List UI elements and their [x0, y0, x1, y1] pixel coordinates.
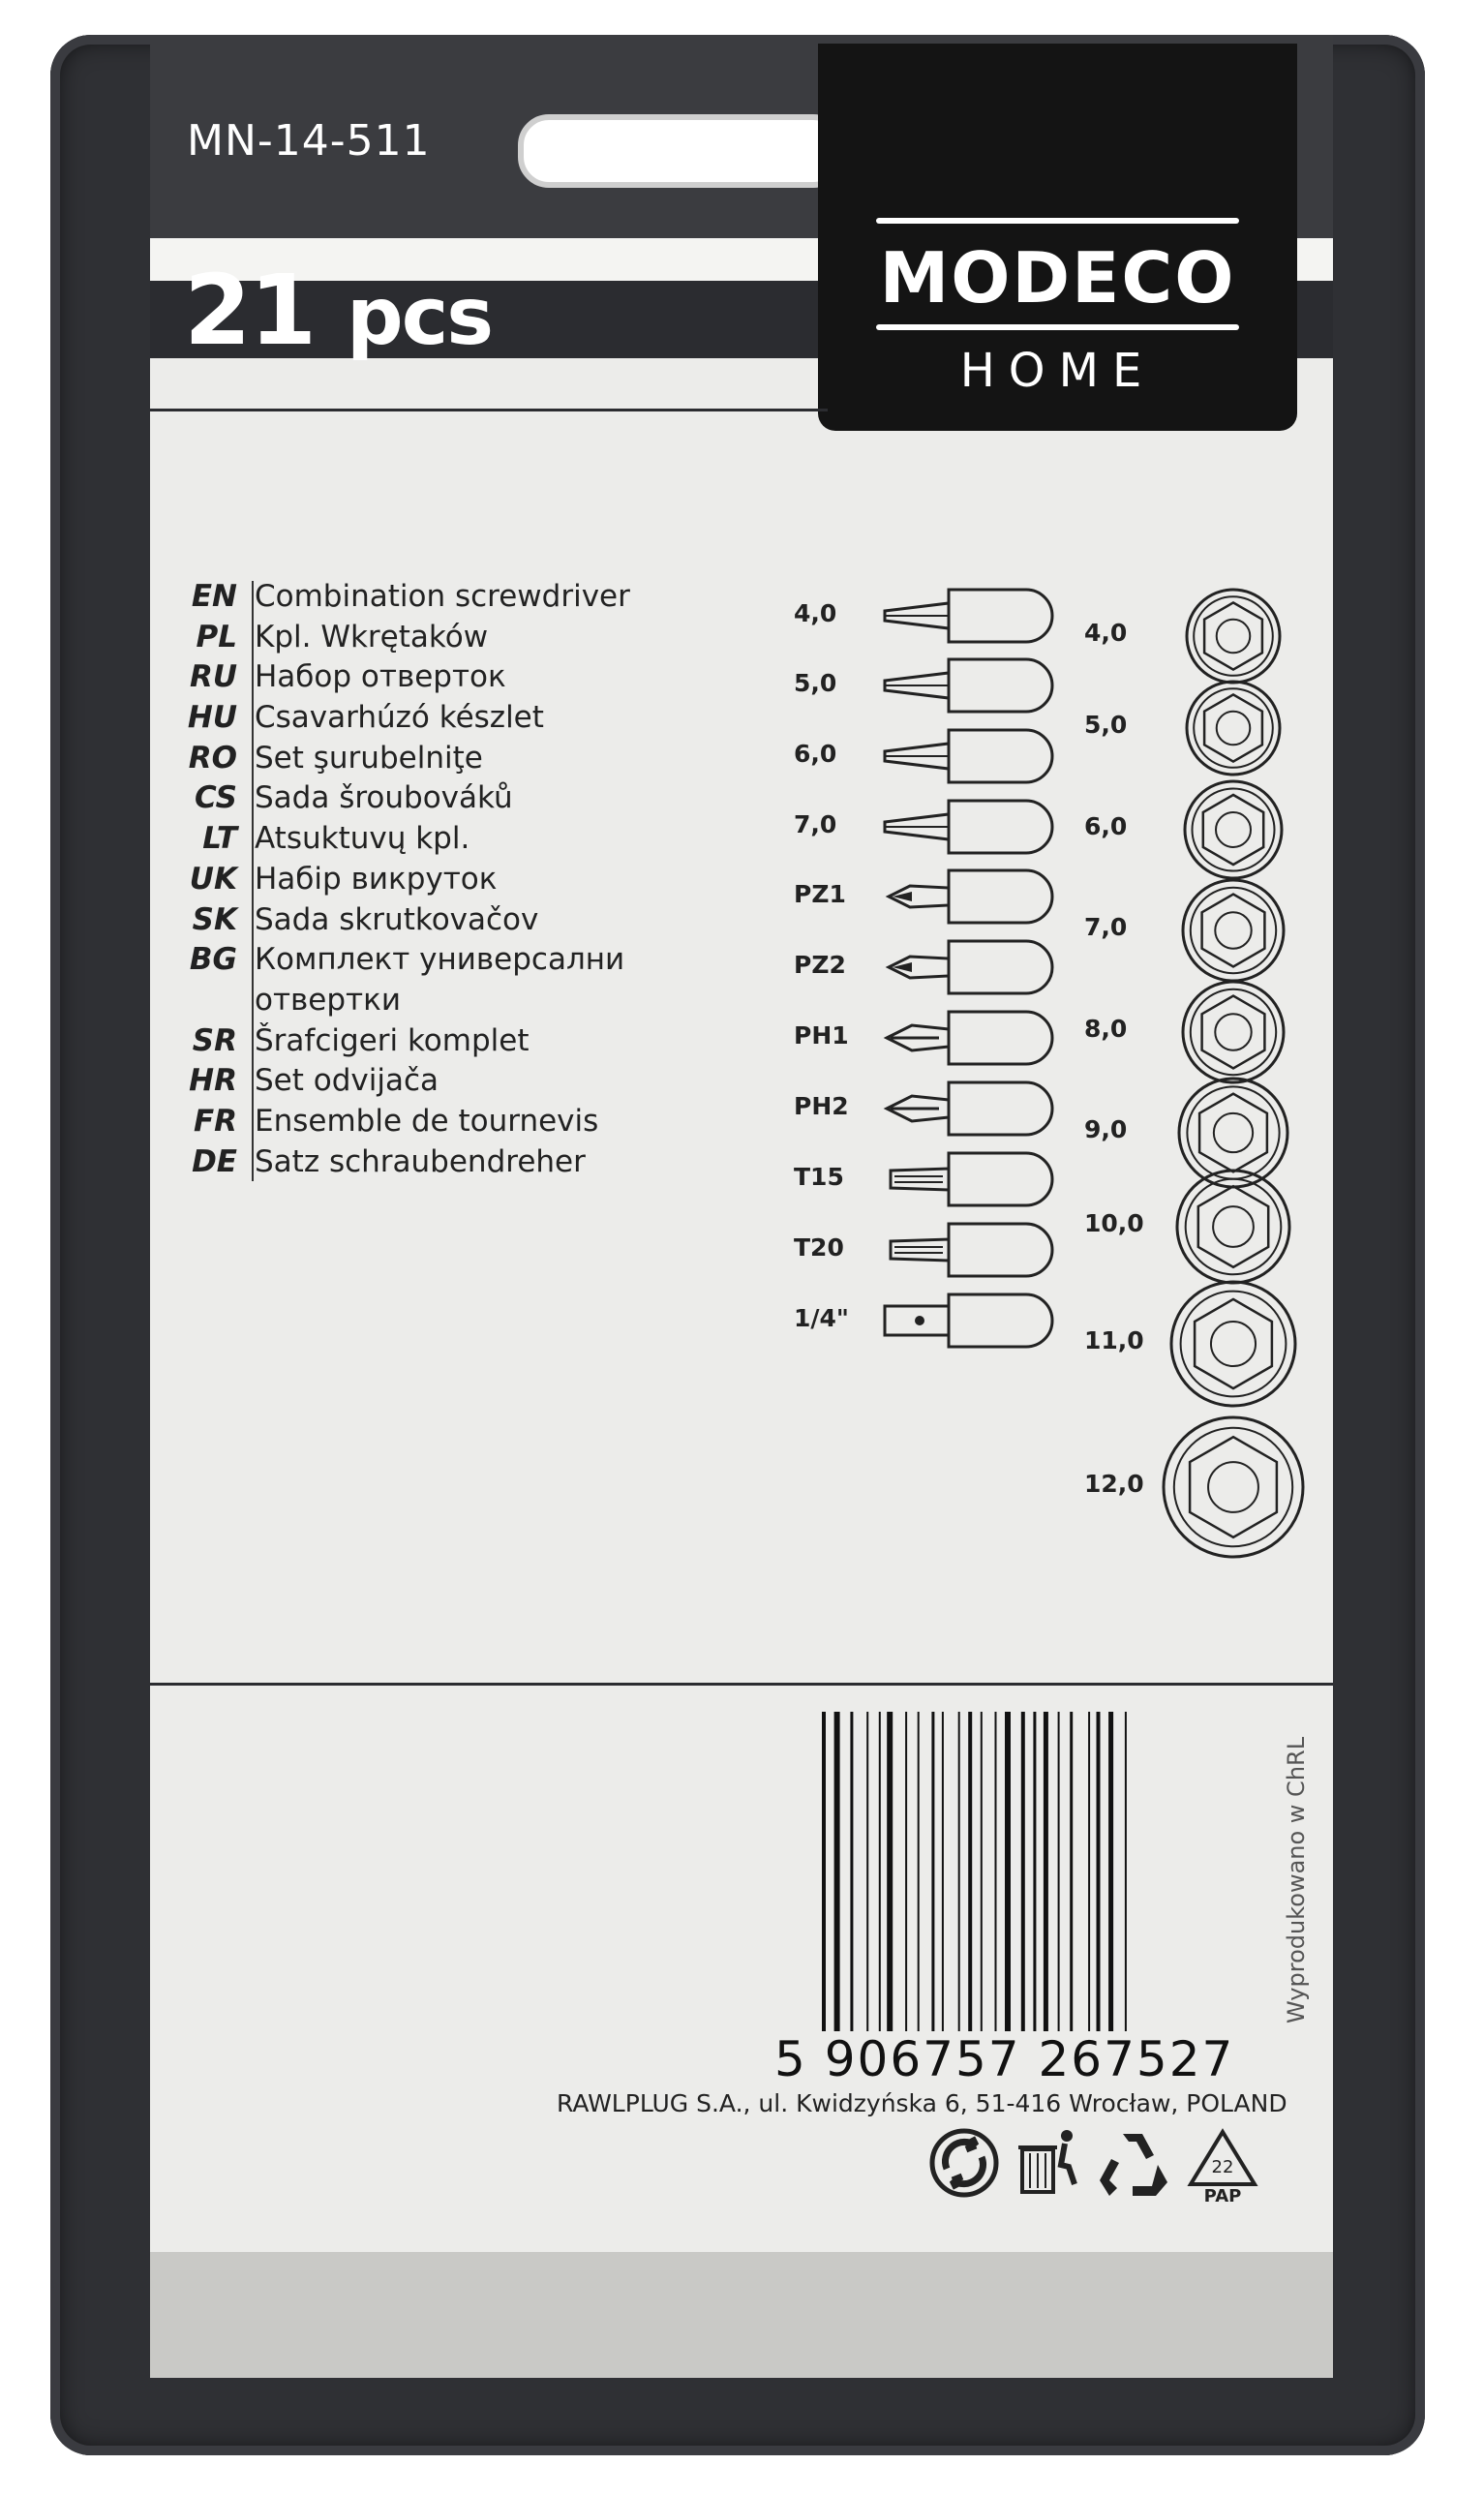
trash-bin-icon: [1015, 2126, 1082, 2200]
barcode-bar: [822, 1712, 826, 2031]
bit-torx-icon: [881, 1220, 1055, 1280]
product-code: MN-14-511: [187, 116, 431, 166]
socket-icon: [1173, 1167, 1293, 1287]
pap-recycle-code: [1183, 2126, 1262, 2204]
recycle-number: 22: [1211, 2157, 1234, 2177]
language-code: BG: [189, 942, 237, 978]
barcode-bar: [887, 1712, 893, 2031]
logo-bottom-line: [876, 324, 1239, 330]
socket-item: [1084, 586, 1326, 686]
language-text: Комплект универсални: [255, 942, 625, 978]
socket-size-label: 9,0: [1084, 1115, 1128, 1143]
language-text: Sada skrutkovačov: [255, 901, 539, 937]
socket-item: [1084, 777, 1326, 882]
bit-item: [794, 797, 1055, 857]
language-code: HU: [187, 700, 237, 736]
socket-item: [1084, 1167, 1326, 1287]
language-code: SK: [192, 901, 237, 937]
language-code: RO: [188, 740, 237, 776]
bit-size-label: 1/4": [794, 1304, 849, 1332]
barcode-bar: [968, 1712, 972, 2031]
barcode-bar: [995, 1712, 997, 2031]
socket-item: [1084, 978, 1326, 1086]
manufacturer-address: RAWLPLUG S.A., ul. Kwidzyńska 6, 51-416 Wrocław, POLAND: [557, 2089, 1287, 2117]
socket-size-label: 8,0: [1084, 1015, 1128, 1043]
socket-size-label: 12,0: [1084, 1470, 1144, 1498]
bit-flat-icon: [881, 586, 1055, 646]
socket-size-label: 5,0: [1084, 711, 1128, 739]
barcode-bar: [850, 1712, 853, 2031]
socket-size-label: 7,0: [1084, 913, 1128, 941]
language-code: RU: [189, 659, 237, 695]
barcode-bar: [1044, 1712, 1048, 2031]
bit-size-label: PZ1: [794, 880, 846, 908]
header-divider: [150, 409, 828, 411]
barcode-bar: [879, 1712, 881, 2031]
language-text: Set odvijača: [255, 1063, 439, 1099]
bit-item: [794, 1149, 1055, 1209]
bit-item: [794, 867, 1055, 927]
bit-size-label: PZ2: [794, 951, 846, 979]
language-code: PL: [196, 619, 237, 654]
language-text: Ensemble de tournevis: [255, 1103, 599, 1139]
language-code: EN: [191, 579, 237, 614]
socket-icon: [1167, 1278, 1299, 1410]
logo-top-line: [876, 218, 1239, 224]
brand-logo: [818, 44, 1297, 431]
language-text: Set şurubelniţe: [255, 740, 483, 776]
bit-item: [794, 655, 1055, 715]
logo-sub: HOME: [959, 344, 1156, 398]
bit-size-label: PH1: [794, 1021, 849, 1050]
socket-icon: [1183, 678, 1284, 778]
language-text: Kpl. Wkrętaków: [255, 619, 489, 654]
piece-count-unit: pcs: [347, 271, 493, 363]
barcode-bar: [1088, 1712, 1090, 2031]
barcode-bar: [866, 1712, 868, 2031]
bit-size-label: T15: [794, 1163, 844, 1191]
socket-icon: [1179, 978, 1287, 1086]
language-code: HR: [189, 1063, 237, 1099]
barcode-number: 5 906757 267527: [774, 2031, 1235, 2087]
bit-size-label: PH2: [794, 1092, 849, 1120]
barcode-bar: [905, 1712, 907, 2031]
language-text: Csavarhúzó készlet: [255, 700, 544, 736]
language-text: Satz schraubendreher: [255, 1143, 586, 1179]
piece-count: [184, 254, 492, 367]
socket-size-label: 10,0: [1084, 1209, 1144, 1237]
language-text: Sada šroubováků: [255, 780, 513, 816]
barcode: [818, 1712, 1244, 2031]
bit-pz-icon: [881, 937, 1055, 997]
language-text: Набор отверток: [255, 659, 506, 695]
bit-item: [794, 1291, 1055, 1351]
language-text: отвертки: [255, 982, 401, 1018]
barcode-bar: [958, 1712, 960, 2031]
barcode-bar: [1058, 1712, 1060, 2031]
socket-item: [1084, 678, 1326, 778]
mobius-recycle-icon: [1094, 2126, 1173, 2200]
hang-hole: [518, 114, 844, 188]
socket-icon: [1181, 777, 1286, 882]
bit-size-label: 5,0: [794, 669, 837, 697]
logo-brand: MODECO: [879, 237, 1236, 319]
bit-flat-icon: [881, 726, 1055, 786]
bit-ph-icon: [881, 1008, 1055, 1068]
language-text: Combination screwdriver: [255, 579, 630, 614]
footer-divider: [150, 1683, 1333, 1686]
barcode-bar: [1021, 1712, 1025, 2031]
barcode-bar: [1108, 1712, 1113, 2031]
socket-item: [1084, 876, 1326, 985]
language-text: Atsuktuvų kpl.: [255, 821, 470, 857]
bit-item: [794, 586, 1055, 646]
bit-size-label: 7,0: [794, 810, 837, 838]
barcode-bar: [918, 1712, 920, 2031]
recycle-text: PAP: [1203, 2186, 1242, 2204]
barcode-bar: [834, 1712, 840, 2031]
barcode-bar: [1005, 1712, 1011, 2031]
bit-adapter-icon: [881, 1291, 1055, 1351]
bit-size-label: 6,0: [794, 740, 837, 768]
barcode-bar: [931, 1712, 934, 2031]
socket-size-label: 4,0: [1084, 619, 1128, 647]
bit-item: [794, 1008, 1055, 1068]
bit-item: [794, 726, 1055, 786]
bit-item: [794, 1079, 1055, 1139]
language-code: FR: [193, 1103, 237, 1139]
socket-size-label: 6,0: [1084, 812, 1128, 840]
bit-item: [794, 937, 1055, 997]
bit-ph-icon: [881, 1079, 1055, 1139]
language-code: CS: [195, 780, 237, 816]
bit-size-label: T20: [794, 1233, 844, 1262]
language-code: UK: [189, 861, 237, 897]
made-in-text: Wyprodukowano w ChRL: [1283, 1736, 1310, 2023]
language-divider: [252, 581, 254, 1181]
barcode-bar: [1125, 1712, 1127, 2031]
language-text: Набір викруток: [255, 861, 498, 897]
piece-count-number: 21: [184, 254, 316, 367]
language-code: LT: [202, 821, 237, 857]
barcode-bar: [1033, 1712, 1036, 2031]
barcode-bar: [1097, 1712, 1101, 2031]
bit-size-label: 4,0: [794, 599, 837, 627]
barcode-bar: [981, 1712, 983, 2031]
socket-item: [1084, 1414, 1326, 1561]
socket-icon: [1160, 1414, 1307, 1561]
bit-flat-icon: [881, 797, 1055, 857]
card-bottom-band: [150, 2252, 1333, 2378]
socket-item: [1084, 1278, 1326, 1410]
barcode-bar: [942, 1712, 944, 2031]
socket-size-label: 11,0: [1084, 1326, 1144, 1354]
language-code: DE: [192, 1143, 237, 1179]
socket-icon: [1183, 586, 1284, 686]
socket-icon: [1179, 876, 1287, 985]
bit-pz-icon: [881, 867, 1055, 927]
bit-flat-icon: [881, 655, 1055, 715]
bit-item: [794, 1220, 1055, 1280]
recycle-loop-icon: [927, 2126, 1001, 2200]
bit-torx-icon: [881, 1149, 1055, 1209]
barcode-bar: [1070, 1712, 1073, 2031]
language-code: SR: [192, 1022, 237, 1058]
language-text: Šrafcigeri komplet: [255, 1022, 530, 1058]
